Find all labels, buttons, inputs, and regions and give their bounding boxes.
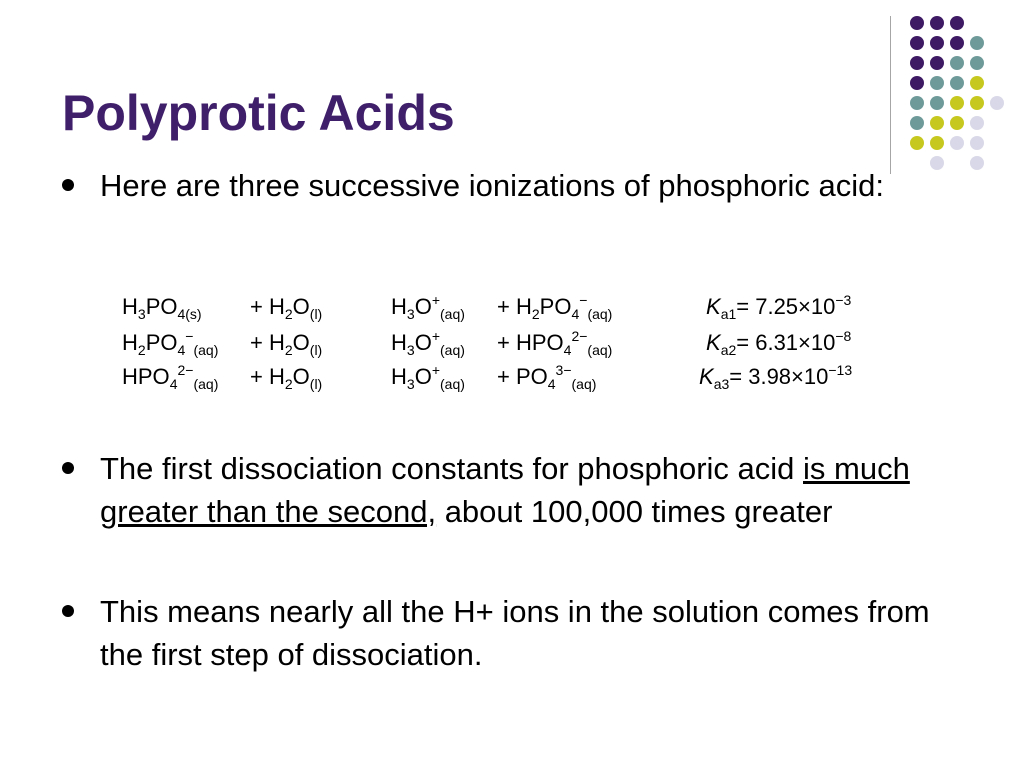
decorative-dot xyxy=(930,16,944,30)
reaction-1-reactant xyxy=(122,294,202,322)
decorative-dot xyxy=(910,16,924,30)
reaction-1-conjugate-part: 2 xyxy=(531,306,540,322)
reaction-3-reactant-part: (aq) xyxy=(193,376,219,392)
decorative-dot xyxy=(930,116,944,130)
reaction-2-plus-water xyxy=(250,330,323,358)
reaction-1-conjugate-part: − xyxy=(579,292,588,308)
reaction-3-hydronium-part: (aq) xyxy=(440,376,465,392)
decorative-dot xyxy=(910,56,924,70)
reaction-1-reactant-part: H xyxy=(122,294,138,319)
reaction-1-conjugate-part: (aq) xyxy=(587,306,613,322)
bullet-marker xyxy=(62,462,74,474)
reaction-3-plus-water-part: O xyxy=(292,364,310,389)
reaction-1-hydronium xyxy=(391,292,465,322)
reaction-2-conjugate-part: (aq) xyxy=(587,342,613,358)
reaction-2-reactant-part: 4 xyxy=(177,342,186,358)
reaction-2-hydronium-part: O xyxy=(414,330,432,355)
ka-symbol: K xyxy=(706,294,721,319)
bullet-2-underlined: is much greater than the second, xyxy=(100,451,910,529)
reaction-2-reactant-part: (aq) xyxy=(193,342,219,358)
reaction-3-plus-water xyxy=(250,364,323,392)
reaction-3-hydronium-part: + xyxy=(431,362,440,378)
decorative-dot xyxy=(950,76,964,90)
reaction-1-plus-water-part: 2 xyxy=(284,306,293,322)
ka-exponent: −8 xyxy=(835,328,852,344)
reaction-1-conjugate-part: 4 xyxy=(571,306,580,322)
reaction-2-reactant-part: − xyxy=(185,328,194,344)
reaction-3-plus-water-part: + H xyxy=(250,364,285,389)
decorative-dot xyxy=(990,96,1004,110)
ka-subscript: a3 xyxy=(713,376,730,392)
ka-subscript: a1 xyxy=(720,306,737,322)
reaction-3-conjugate-part: + PO xyxy=(497,364,548,389)
ka-exponent: −3 xyxy=(835,292,852,308)
bullet-marker xyxy=(62,605,74,617)
bullet-text-3: This means nearly all the H+ ions in the solution comes from the first step of dissociation. xyxy=(100,594,930,672)
decorative-dot xyxy=(930,136,944,150)
decorative-dot xyxy=(910,136,924,150)
reaction-3-hydronium-part: O xyxy=(414,364,432,389)
reaction-3-reactant-part: HPO xyxy=(122,364,170,389)
reaction-2-plus-water-part: 2 xyxy=(284,342,293,358)
reaction-2-plus-water-part: O xyxy=(292,330,310,355)
reaction-2-reactant xyxy=(122,328,219,358)
ka-exponent: −13 xyxy=(828,362,853,378)
reaction-1-conjugate xyxy=(497,292,613,322)
reaction-2-hydronium-part: H xyxy=(391,330,407,355)
decorative-dot xyxy=(910,116,924,130)
decorative-dot xyxy=(930,56,944,70)
reaction-3-conjugate-part: (aq) xyxy=(571,376,597,392)
reaction-2-conjugate-part: 2− xyxy=(571,328,588,344)
reaction-1-hydronium-part: + xyxy=(431,292,440,308)
reaction-3-conjugate-part: 3− xyxy=(555,362,572,378)
reaction-1-hydronium-part: 3 xyxy=(406,306,415,322)
decorative-dot xyxy=(970,36,984,50)
decorative-dot xyxy=(970,156,984,170)
reaction-2-conjugate xyxy=(497,328,613,358)
reaction-1-ka xyxy=(706,292,852,322)
decorative-dot xyxy=(970,116,984,130)
decorative-dot xyxy=(950,16,964,30)
reaction-2-reactant-part: PO xyxy=(145,330,178,355)
reaction-2-conjugate-part: + HPO xyxy=(497,330,564,355)
reaction-3-hydronium-part: H xyxy=(391,364,407,389)
reaction-1-reactant-part: 4(s) xyxy=(177,306,202,322)
decorative-dot xyxy=(930,76,944,90)
slide-title: Polyprotic Acids xyxy=(62,85,455,141)
reaction-3-plus-water-part: (l) xyxy=(309,376,323,392)
decorative-dot xyxy=(930,36,944,50)
decorative-dot xyxy=(910,76,924,90)
reaction-2-reactant-part: 2 xyxy=(137,342,146,358)
reaction-2-hydronium-part: (aq) xyxy=(440,342,465,358)
decorative-dot xyxy=(910,36,924,50)
decorative-divider xyxy=(890,16,891,174)
reaction-3-hydronium xyxy=(391,362,465,392)
decorative-dot xyxy=(970,56,984,70)
reaction-1-reactant-part: 3 xyxy=(137,306,146,322)
decorative-dot xyxy=(930,96,944,110)
reaction-3-reactant xyxy=(122,362,219,392)
reaction-3-reactant-part: 2− xyxy=(177,362,194,378)
reaction-3-plus-water-part: 2 xyxy=(284,376,293,392)
bullet-text-2 xyxy=(100,447,960,533)
reaction-3-reactant-part: 4 xyxy=(169,376,178,392)
ka-value: = 3.98×10 xyxy=(729,364,829,389)
bullet-text-1: Here are three successive ionizations of phosphoric acid: xyxy=(100,168,885,203)
reaction-3-ka xyxy=(699,362,853,392)
ka-symbol: K xyxy=(706,330,721,355)
ka-value: = 7.25×10 xyxy=(736,294,836,319)
decorative-dot xyxy=(970,136,984,150)
reaction-1-plus-water-part: O xyxy=(292,294,310,319)
ka-symbol: K xyxy=(699,364,714,389)
reaction-2-hydronium-part: 3 xyxy=(406,342,415,358)
reaction-2-hydronium-part: + xyxy=(431,328,440,344)
decorative-dot xyxy=(950,136,964,150)
reaction-2-plus-water-part: (l) xyxy=(309,342,323,358)
reaction-1-hydronium-part: O xyxy=(414,294,432,319)
reaction-1-plus-water xyxy=(250,294,323,322)
reaction-1-plus-water-part: (l) xyxy=(309,306,323,322)
reaction-2-plus-water-part: + H xyxy=(250,330,285,355)
decorative-dot xyxy=(950,96,964,110)
reaction-1-reactant-part: PO xyxy=(145,294,178,319)
reaction-3-hydronium-part: 3 xyxy=(406,376,415,392)
reaction-2-ka xyxy=(706,328,852,358)
bullet-2-before: The first dissociation constants for phosphoric acid xyxy=(100,451,804,486)
decorative-dot xyxy=(950,36,964,50)
reaction-1-conjugate-part: PO xyxy=(539,294,572,319)
reaction-1-hydronium-part: H xyxy=(391,294,407,319)
decorative-dot xyxy=(970,76,984,90)
reaction-2-reactant-part: H xyxy=(122,330,138,355)
bullet-marker xyxy=(62,179,74,191)
ka-subscript: a2 xyxy=(720,342,737,358)
bullet-2-after: about 100,000 times greater xyxy=(436,494,833,529)
reaction-3-conjugate xyxy=(497,362,597,392)
reaction-1-conjugate-part: + H xyxy=(497,294,532,319)
decorative-dot xyxy=(950,56,964,70)
decorative-dot xyxy=(910,96,924,110)
decorative-dot xyxy=(950,116,964,130)
reaction-2-conjugate-part: 4 xyxy=(563,342,572,358)
reaction-1-plus-water-part: + H xyxy=(250,294,285,319)
reaction-3-conjugate-part: 4 xyxy=(547,376,556,392)
decorative-dot xyxy=(970,96,984,110)
reaction-2-hydronium xyxy=(391,328,465,358)
ka-value: = 6.31×10 xyxy=(736,330,836,355)
reaction-1-hydronium-part: (aq) xyxy=(440,306,465,322)
